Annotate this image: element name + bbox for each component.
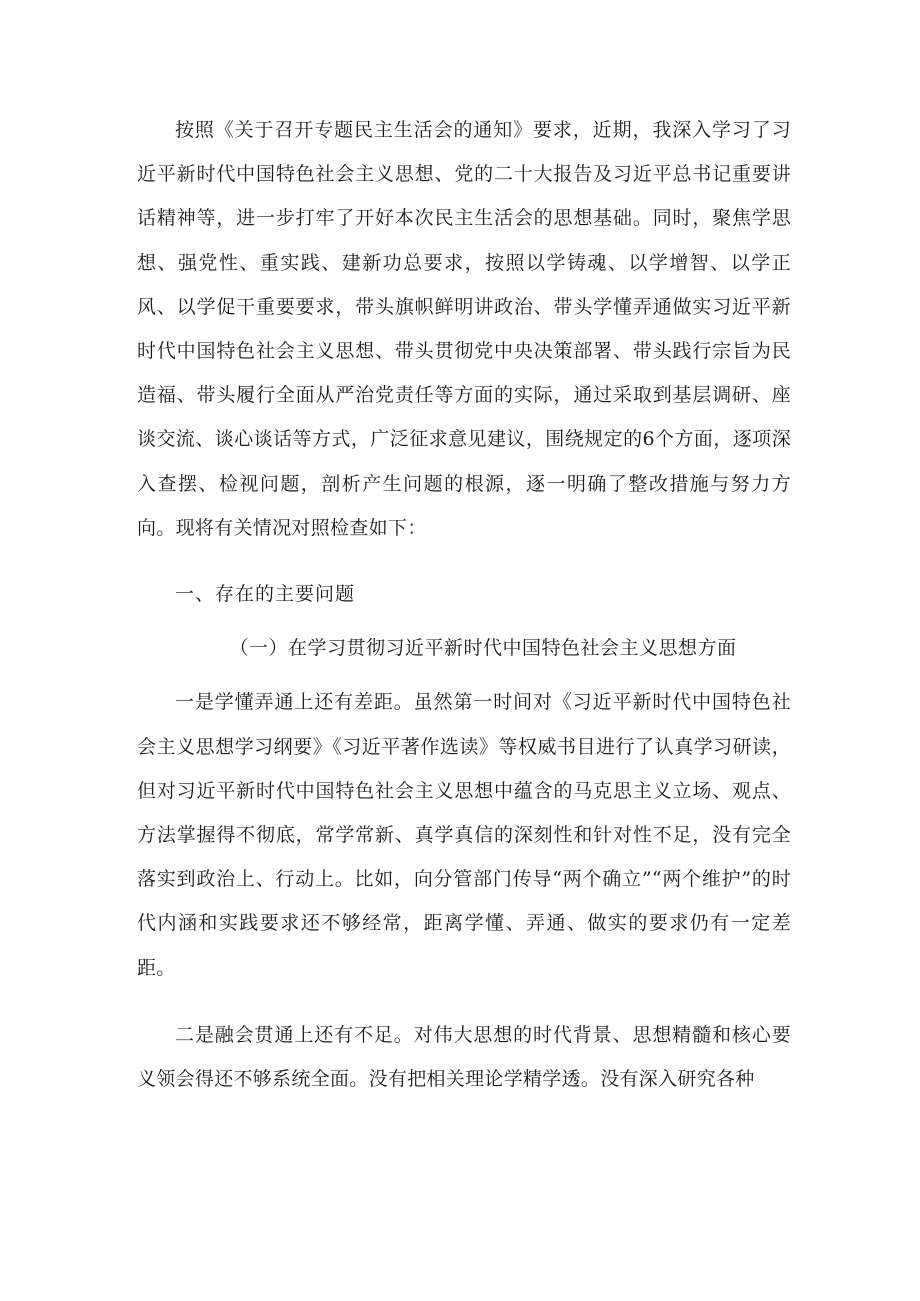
point-one-paragraph: 一是学懂弄通上还有差距。虽然第一时间对《习近平新时代中国特色社会主义思想学习纲要》《习近平著作选读》等权威书目进行了认真学习研读，但对习近平新时代中国特色社会主义思想中蕴含的马克思主义立场、观点、方法掌握得不彻底，常学常新、真学真信的深刻性和针对性不足，没有完全落实到政治上、行动上。比如，向分管部门传导“两个确立”“两个维护”的时代内涵和实践要求还不够经常，距离学懂、弄通、做实的要求仍有一定差距。 [137, 691, 791, 979]
subsection-heading: （一）在学习贯彻习近平新时代中国特色社会主义思想方面 [229, 637, 737, 660]
document-page [137, 108, 791, 1101]
section-heading: 一、存在的主要问题 [175, 583, 356, 606]
intro-paragraph: 按照《关于召开专题民主生活会的通知》要求，近期，我深入学习了习近平新时代中国特色社会主义思想、党的二十大报告及习近平总书记重要讲话精神等，进一步打牢了开好本次民主生活会的思想基础。同时，聚焦学思想、强党性、重实践、建新功总要求，按照以学铸魂、以学增智、以学正风、以学促干重要要求，带头旗帜鲜明讲政治、带头学懂弄通做实习近平新时代中国特色社会主义思想、带头贯彻党中央决策部署、带头践行宗旨为民造福、带头履行全面从严治党责任等方面的实际，通过采取到基层调研、座谈交流、谈心谈话等方式，广泛征求意见建议，围绕规定的6个方面，逐项深入查摆、检视问题，剖析产生问题的根源，逐一明确了整改措施与努力方向。现将有关情况对照检查如下： [137, 119, 791, 539]
point-two-paragraph: 二是融会贯通上还有不足。对伟大思想的时代背景、思想精髓和核心要义领会得还不够系统全面。没有把相关理论学精学透。没有深入研究各种 [137, 1023, 791, 1091]
